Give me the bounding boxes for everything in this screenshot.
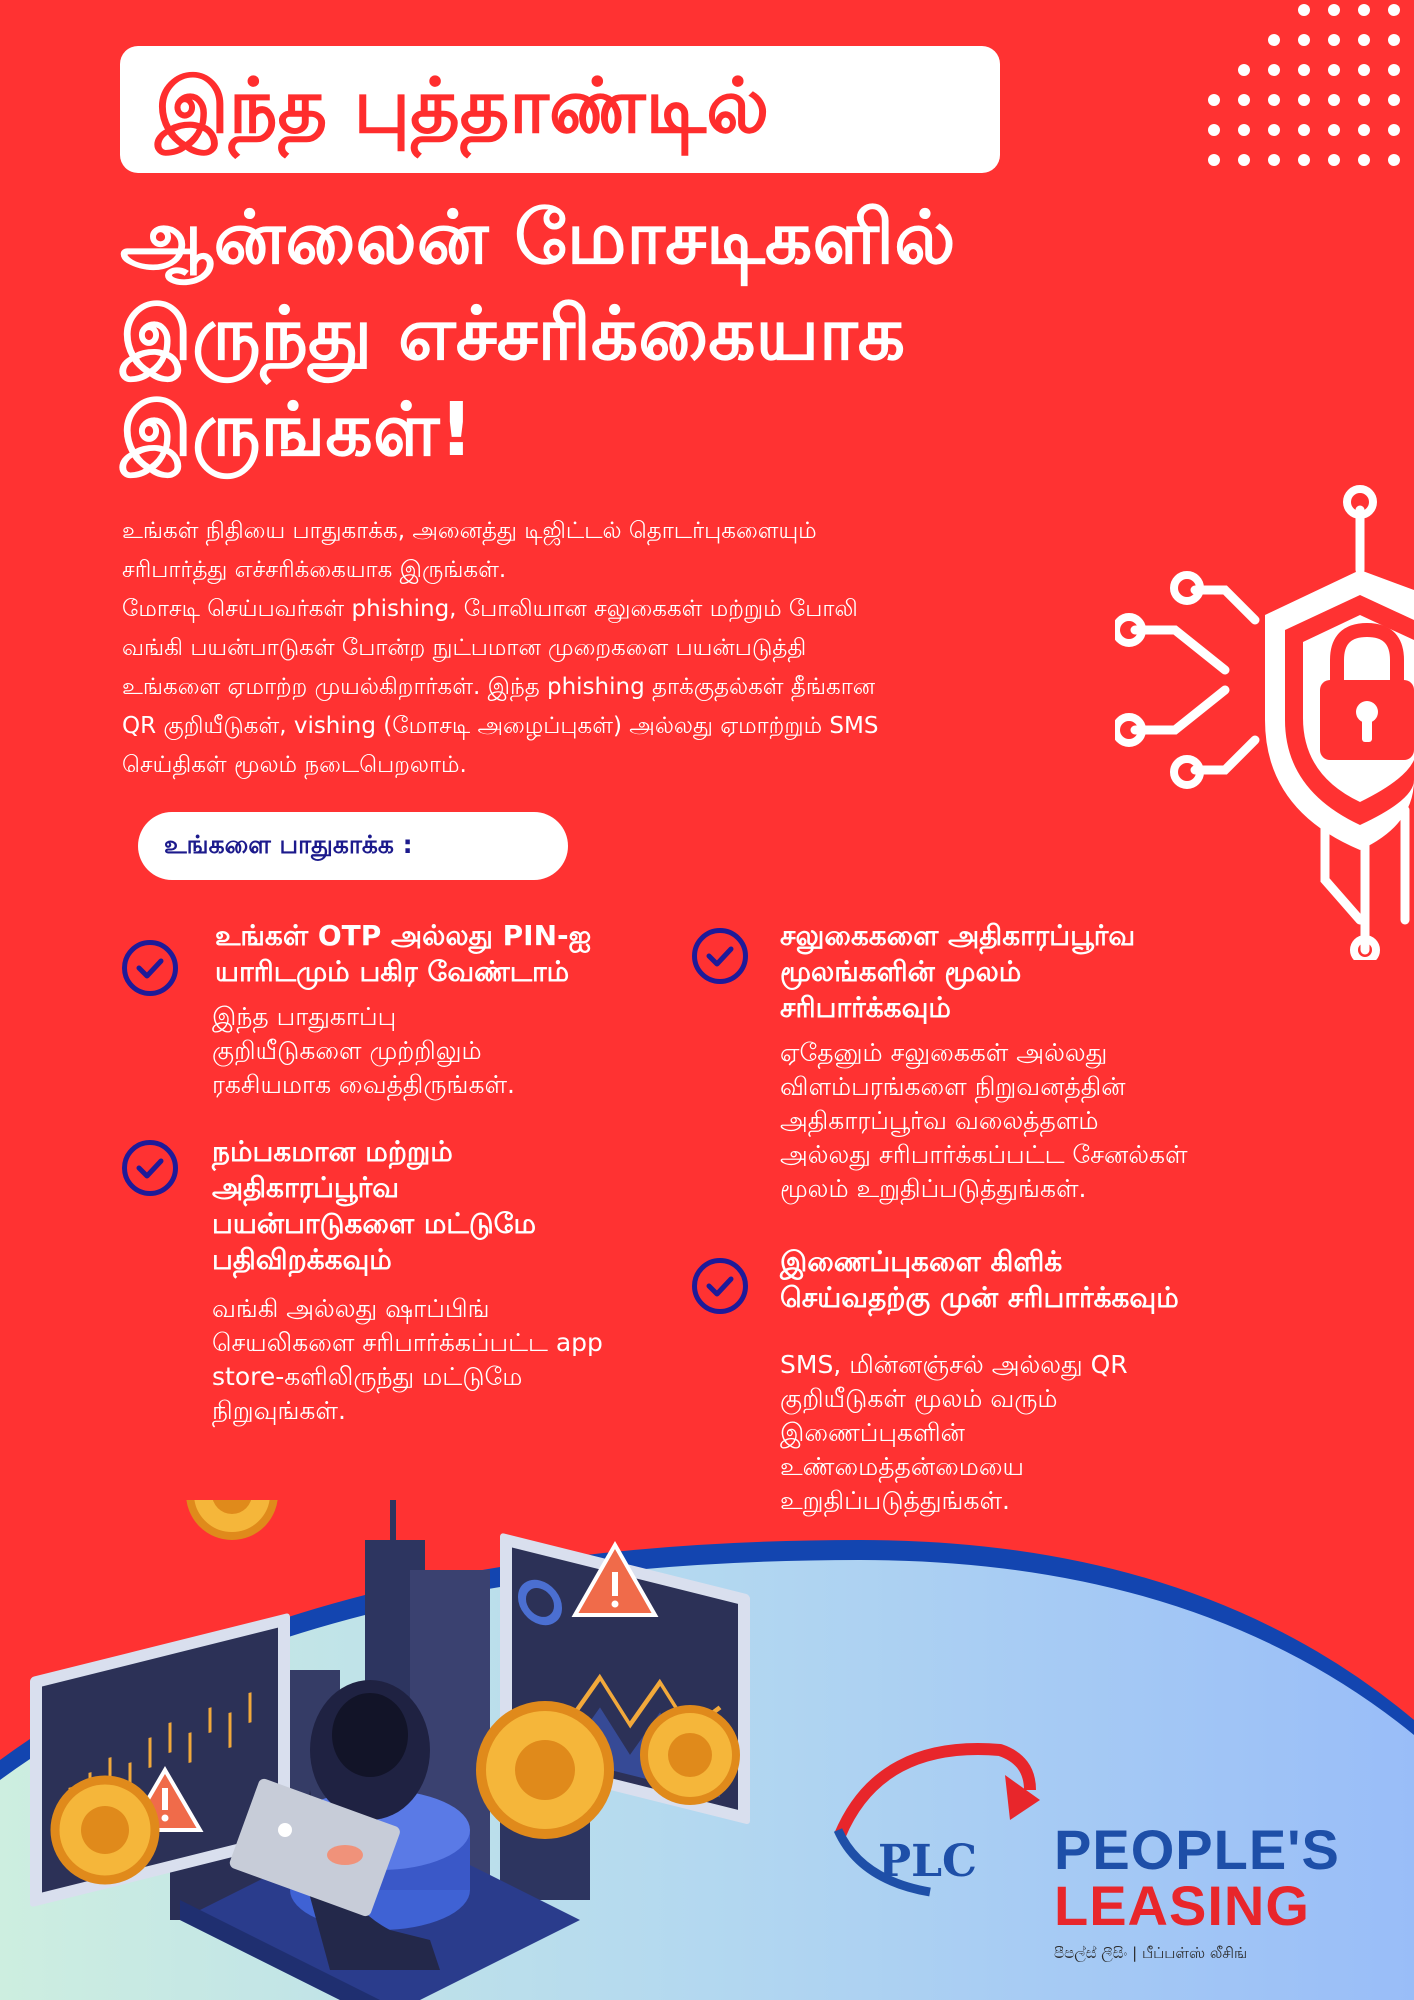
dot-pattern <box>1094 0 1414 180</box>
check-circle-icon <box>122 1140 178 1196</box>
intro-line: உங்களை ஏமாற்ற முயல்கிறார்கள். இந்த phishing தாக்குதல்கள் தீங்கான <box>122 674 876 700</box>
tip-4-title: இணைப்புகளை கிளிக் செய்வதற்கு முன் சரிபார்க்கவும் <box>780 1245 1179 1314</box>
check-circle-icon <box>692 928 748 984</box>
title-pill <box>120 46 1000 173</box>
brand-tagline: පීපල්ස් ලීසිං | பீப்பள்ஸ் லீசிங் <box>1054 1944 1248 1962</box>
intro-paragraph <box>122 512 1132 785</box>
tip-3-body: ஏதேனும் சலுகைகள் அல்லது விளம்பரங்களை நிறுவனத்தின் அதிகாரப்பூர்வ வலைத்தளம் அல்லது சரிபார்க்கப்பட்ட சேனல்கள் மூலம் உறுதிப்படுத்துங்கள். <box>780 1038 1188 1203</box>
protect-label: உங்களை பாதுகாக்க : <box>164 830 413 859</box>
tip-2-title: நம்பகமான மற்றும் அதிகாரப்பூர்வ பயன்பாடுகளை மட்டுமே பதிவிறக்கவும் <box>212 1135 537 1276</box>
check-circle-icon <box>692 1258 748 1314</box>
tip-1-body: இந்த பாதுகாப்பு குறியீடுகளை முற்றிலும் ரகசியமாக வைத்திருங்கள். <box>212 1002 515 1099</box>
headline-line-1: ஆன்லைன் மோசடிகளில் <box>120 195 956 281</box>
protect-label-pill <box>138 812 568 880</box>
headline <box>120 190 1300 478</box>
plc-emblem-text: PLC <box>878 1836 978 1887</box>
check-circle-icon <box>122 940 178 996</box>
intro-line: உங்கள் நிதியை பாதுகாக்க, அனைத்து டிஜிட்டல் தொடர்புகளையும் <box>122 518 817 544</box>
intro-line: செய்திகள் மூலம் நடைபெறலாம். <box>122 752 467 778</box>
brand-name-line-2: LEASING <box>1054 1874 1310 1937</box>
intro-line: மோசடி செய்பவர்கள் phishing, போலியான சலுகைகள் மற்றும் போலி <box>122 596 858 622</box>
title-pill-text: இந்த புத்தாண்டில் <box>155 61 770 150</box>
tip-3-title: சலுகைகளை அதிகாரப்பூர்வ மூலங்களின் மூலம் சரிபார்க்கவும் <box>780 919 1136 1024</box>
intro-line: வங்கி பயன்பாடுகள் போன்ற நுட்பமான முறைகளை பயன்படுத்தி <box>122 635 807 661</box>
headline-line-2: இருந்து எச்சரிக்கையாக <box>120 291 906 377</box>
intro-line: QR குறியீடுகள், vishing (மோசடி அழைப்புகள்) அல்லது ஏமாற்றும் SMS <box>122 713 879 739</box>
brand-name-line-1: PEOPLE'S <box>1054 1818 1340 1881</box>
headline-line-3: இருங்கள்! <box>120 387 474 473</box>
tip-1-title: உங்கள் OTP அல்லது PIN-ஐ யாரிடமும் பகிர வேண்டாம் <box>215 919 592 988</box>
tip-4-body: SMS, மின்னஞ்சல் அல்லது QR குறியீடுகள் மூலம் வரும் இணைப்புகளின் உண்மைத்தன்மையை உறுதிப்படுத்துங்கள். <box>780 1350 1128 1515</box>
tip-2-body: வங்கி அல்லது ஷாப்பிங் செயலிகளை சரிபார்க்கப்பட்ட app store-களிலிருந்து மட்டுமே நிறுவுங்கள். <box>212 1294 603 1425</box>
shield-lock-circuit-icon <box>1115 480 1414 960</box>
intro-line: சரிபார்த்து எச்சரிக்கையாக இருங்கள். <box>122 557 507 583</box>
